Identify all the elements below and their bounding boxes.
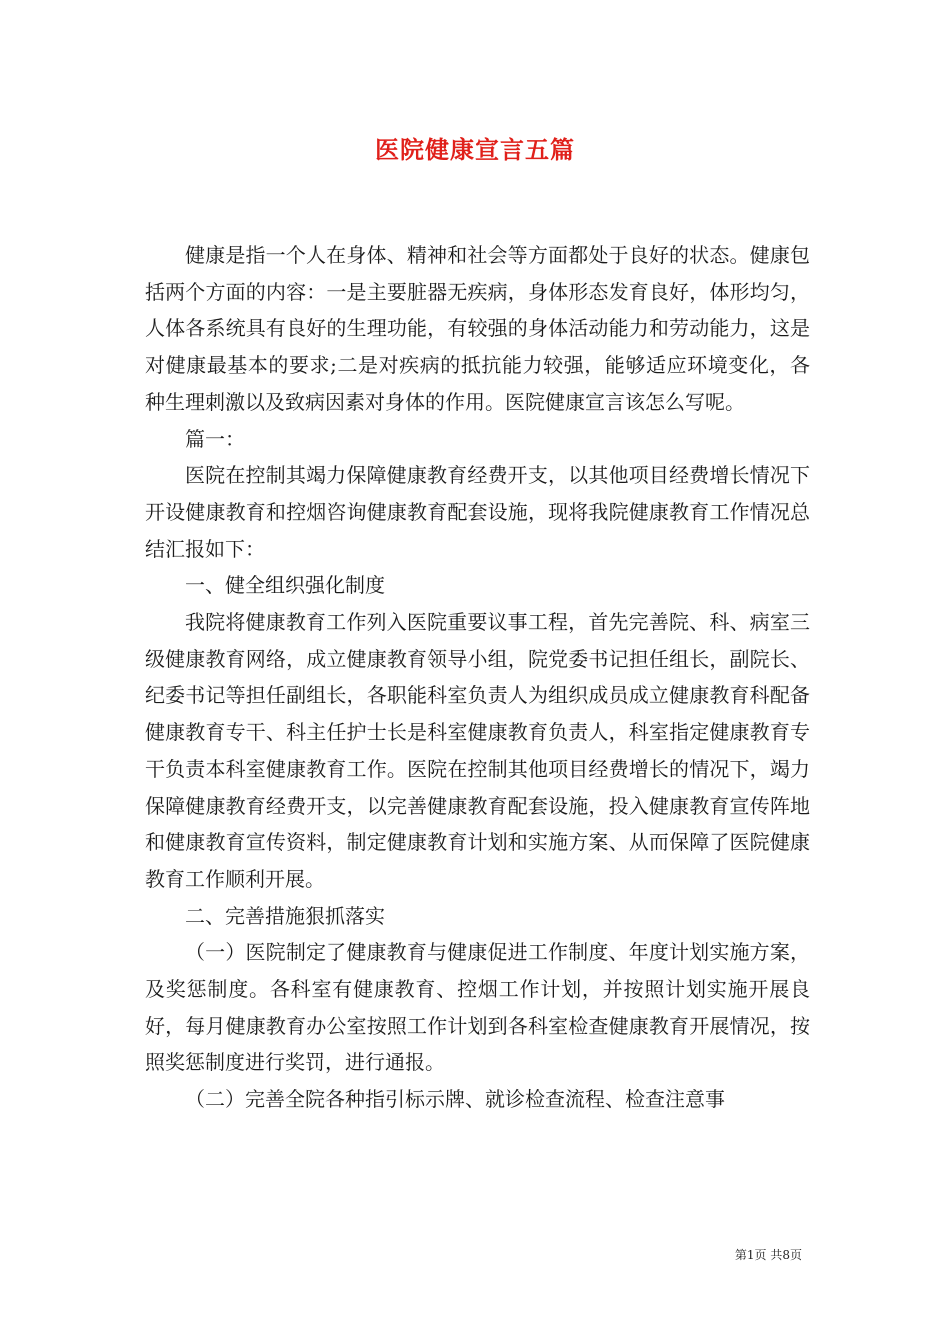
section-heading: 一、健全组织强化制度 <box>185 573 385 598</box>
section-heading: 二、完善措施狠抓落实 <box>185 903 385 928</box>
intro-paragraph: 健康是指一个人在身体、精神和社会等方面都处于良好的状态。健康包括两个方面的内容：一是主要脏器无疾病，身体形态发育良好，体形均匀，人体各系统具有良好的生理功能，有较强的身体活动能力和劳动能力，这是对健康最基本的要求;二是对疾病的抵抗能力较强，能够适应环境变化，各种生理刺激以及致病因素对身体的作用。医院健康宣言该怎么写呢。 <box>145 243 810 414</box>
paragraph: 我院将健康教育工作列入医院重要议事工程，首先完善院、科、病室三级健康教育网络，成立健康教育领导小组，院党委书记担任组长，副院长、纪委书记等担任副组长，各职能科室负责人为组织成员成立健康教育科配备健康教育专干、科主任护士长是科室健康教育负责人，科室指定健康教育专干负责本科室健康教育工作。医院在控制其他项目经费增长的情况下，竭力保障健康教育经费开支，以完善健康教育配套设施，投入健康教育宣传阵地和健康教育宣传资料，制定健康教育计划和实施方案、从而保障了医院健康教育工作顺利开展。 <box>145 610 810 891</box>
paragraph: 医院在控制其竭力保障健康教育经费开支，以其他项目经费增长情况下开设健康教育和控烟咨询健康教育配套设施，现将我院健康教育工作情况总结汇报如下： <box>145 463 810 561</box>
paragraph: （一）医院制定了健康教育与健康促进工作制度、年度计划实施方案，及奖惩制度。各科室有健康教育、控烟工作计划，并按照计划实施开展良好，每月健康教育办公室按照工作计划到各科室检查健康教育开展情况，按照奖惩制度进行奖罚，进行通报。 <box>145 940 810 1075</box>
document-title: 医院健康宣言五篇 <box>375 135 575 164</box>
paragraph: （二）完善全院各种指引标示牌、就诊检查流程、检查注意事 <box>185 1087 725 1112</box>
section-heading-part-one: 篇一： <box>185 426 245 451</box>
page-number: 第1页 共8页 <box>734 1248 802 1262</box>
document-body <box>145 237 810 1118</box>
